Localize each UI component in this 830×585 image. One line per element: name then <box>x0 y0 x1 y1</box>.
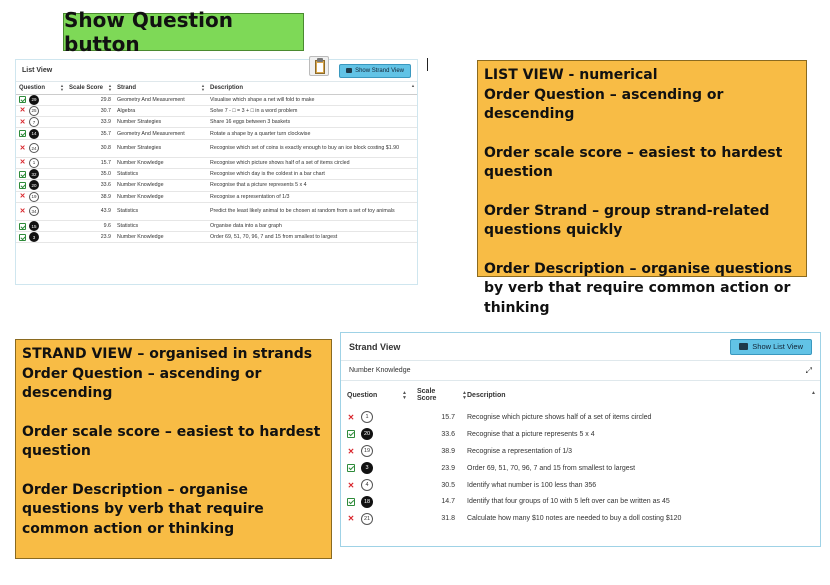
strand-cell: Number Knowledge <box>114 180 207 191</box>
scale-score-cell: 30.5 <box>441 481 455 489</box>
question-cell <box>16 94 66 105</box>
question-cell <box>16 220 66 231</box>
incorrect-cross-icon: ✕ <box>347 480 355 490</box>
table-row[interactable] <box>16 191 417 202</box>
question-cell <box>341 477 411 494</box>
scale-score-cell: 15.7 <box>66 157 114 168</box>
description-cell: Recognise that a picture represents 5 x 4 <box>207 180 417 191</box>
question-number-badge[interactable]: 24 <box>29 143 39 153</box>
scale-score-cell: 29.8 <box>66 94 114 105</box>
description-cell: Predict the least likely animal to be chosen at random from a set of toy animals <box>207 202 417 220</box>
list-note: Order Question – ascending or descending <box>484 86 724 122</box>
incorrect-cross-icon: ✕ <box>19 107 26 115</box>
show-strand-view-button[interactable] <box>339 64 411 78</box>
scale-score-cell: 30.7 <box>66 105 114 116</box>
strand-cell: Algebra <box>114 105 207 116</box>
table-row[interactable] <box>16 168 417 179</box>
incorrect-cross-icon: ✕ <box>347 446 355 456</box>
column-header-question[interactable]: Question ▲ ▼ <box>347 390 407 401</box>
column-header-description[interactable]: Description ▲ <box>467 390 816 399</box>
description-cell: Recognise a representation of 1/3 <box>207 191 417 202</box>
strand-view-panel <box>340 332 821 547</box>
question-number-badge[interactable]: 7 <box>29 117 39 127</box>
correct-check-icon <box>19 234 26 241</box>
column-header-description[interactable]: Description ▲ <box>207 82 417 94</box>
table-row[interactable] <box>16 117 417 128</box>
show-strand-view-label: Show Strand View <box>355 67 404 74</box>
description-cell: Visualise which shape a net will fold to make <box>207 94 417 105</box>
question-cell <box>16 168 66 179</box>
question-cell <box>16 157 66 168</box>
strand-view-notes <box>15 339 332 559</box>
column-header-strand[interactable]: Strand ▲ ▼ <box>114 82 207 94</box>
incorrect-cross-icon: ✕ <box>19 159 26 167</box>
table-row[interactable] <box>341 443 820 460</box>
strand-cell: Statistics <box>114 168 207 179</box>
strand-cell: Number Strategies <box>114 139 207 157</box>
description-cell: Order 69, 51, 70, 96, 7 and 15 from smallest to largest <box>467 464 636 472</box>
question-cell <box>341 426 411 443</box>
strand-cell: Statistics <box>114 202 207 220</box>
question-number-badge[interactable]: 19 <box>361 445 373 457</box>
column-header-scale-score[interactable]: Scale Score ▲ ▼ <box>417 388 467 402</box>
question-cell <box>341 493 411 510</box>
table-row[interactable] <box>341 477 820 494</box>
scale-score-cell: 15.7 <box>441 413 455 421</box>
description-cell: Recognise which day is the coldest in a bar chart <box>207 168 417 179</box>
strand-cell: Geometry And Measurement <box>114 128 207 139</box>
list-note: Order Strand – group strand-related questions quickly <box>484 202 770 238</box>
description-cell: Solve 7 - □ = 3 + □ in a word problem <box>207 105 417 116</box>
correct-check-icon <box>347 430 355 438</box>
scale-score-cell: 9.6 <box>66 220 114 231</box>
clipboard-icon <box>309 56 329 76</box>
show-question-label: Show Question button <box>63 13 304 51</box>
sort-icon[interactable]: ▲ <box>811 390 816 396</box>
list-note: Order scale score – easiest to hardest question <box>484 144 783 180</box>
description-cell: Rotate a shape by a quarter turn clockwise <box>207 128 417 139</box>
table-row[interactable] <box>16 105 417 116</box>
column-header-scale-score[interactable]: Scale Score ▲ ▼ <box>66 82 114 94</box>
question-number-badge[interactable]: 3 <box>361 462 373 474</box>
question-number-badge[interactable]: 3 <box>29 232 39 242</box>
question-number-badge[interactable]: 20 <box>361 428 373 440</box>
strand-cell: Geometry And Measurement <box>114 94 207 105</box>
description-cell: Identify that four groups of 10 with 5 left over can be written as 45 <box>467 498 670 506</box>
correct-check-icon <box>19 130 26 137</box>
list-view-panel <box>15 59 418 285</box>
question-number-badge[interactable]: 4 <box>361 479 373 491</box>
scale-score-cell: 31.8 <box>441 515 455 523</box>
table-row[interactable] <box>341 510 820 527</box>
sort-icon[interactable]: ▲ ▼ <box>108 83 112 92</box>
table-row[interactable] <box>341 426 820 443</box>
incorrect-cross-icon: ✕ <box>19 118 26 126</box>
strand-view-header <box>341 333 820 361</box>
scale-score-cell: 38.9 <box>66 191 114 202</box>
sort-icon[interactable]: ▲ ▼ <box>402 390 407 401</box>
strand-note: Order Question – ascending or descending <box>22 365 262 401</box>
question-number-badge[interactable]: 32 <box>29 169 39 179</box>
question-number-badge[interactable]: 19 <box>29 192 39 202</box>
correct-check-icon <box>347 498 355 506</box>
list-icon <box>739 343 748 350</box>
strand-cell: Number Knowledge <box>114 157 207 168</box>
expand-icon[interactable]: ⤢ <box>805 365 812 375</box>
strand-view-title: Strand View <box>349 341 401 352</box>
list-view-table <box>16 82 417 243</box>
question-cell <box>16 180 66 191</box>
incorrect-cross-icon: ✕ <box>19 207 26 215</box>
question-cell <box>16 232 66 243</box>
scale-score-cell: 23.9 <box>441 464 455 472</box>
question-cell <box>341 443 411 460</box>
list-note-heading: LIST VIEW - numerical <box>484 67 658 83</box>
question-cell <box>16 202 66 220</box>
description-cell: Recognise that a picture represents 5 x 4 <box>467 430 595 438</box>
incorrect-cross-icon: ✕ <box>19 144 26 152</box>
question-number-badge[interactable]: 21 <box>361 513 373 525</box>
description-cell: Organise data into a bar graph <box>207 220 417 231</box>
sort-icon[interactable]: ▲ ▼ <box>60 83 64 92</box>
question-cell <box>341 460 411 477</box>
description-cell: Share 16 eggs between 3 baskets <box>207 117 417 128</box>
scale-score-cell: 14.7 <box>441 498 455 506</box>
strand-note: Order Description – organise questions by verb that require common action or thinking <box>22 481 264 537</box>
strand-cell: Number Strategies <box>114 117 207 128</box>
description-cell: Calculate how many $10 notes are needed to buy a doll costing $120 <box>467 515 682 523</box>
list-view-title: List View <box>22 67 53 74</box>
question-number-badge[interactable]: 14 <box>29 129 39 139</box>
description-cell: Recognise which set of coins is exactly enough to buy an ice block costing $1.90 <box>207 139 417 157</box>
table-row[interactable] <box>341 409 820 426</box>
question-cell <box>16 139 66 157</box>
correct-check-icon <box>19 223 26 230</box>
table-row[interactable] <box>16 128 417 139</box>
scale-score-cell: 35.7 <box>66 128 114 139</box>
table-row[interactable] <box>16 139 417 157</box>
description-cell: Identify what number is 100 less than 356 <box>467 481 597 489</box>
strand-cell: Number Knowledge <box>114 191 207 202</box>
question-number-badge[interactable]: 29 <box>29 95 39 105</box>
table-row[interactable] <box>16 157 417 168</box>
scale-score-cell: 35.0 <box>66 168 114 179</box>
question-cell <box>16 105 66 116</box>
question-number-badge[interactable]: 34 <box>29 206 39 216</box>
table-row[interactable] <box>341 460 820 477</box>
scale-score-cell: 33.9 <box>66 117 114 128</box>
question-cell <box>341 510 411 527</box>
description-cell: Recognise which picture shows half of a set of items circled <box>207 157 417 168</box>
strand-note-heading: STRAND VIEW – organised in strands <box>22 346 313 362</box>
strand-group-header[interactable] <box>341 361 820 381</box>
sort-icon[interactable]: ▲ <box>411 83 415 88</box>
text-cursor-icon <box>427 58 428 71</box>
list-note: Order Description – organise questions by verb that require common action or thinking <box>484 260 793 316</box>
question-number-badge[interactable]: 15 <box>29 221 39 231</box>
description-cell: Order 69, 51, 70, 96, 7 and 15 from smallest to largest <box>207 232 417 243</box>
question-number-badge[interactable]: 1 <box>361 411 373 423</box>
list-view-header <box>16 60 417 82</box>
incorrect-cross-icon: ✕ <box>347 514 355 524</box>
question-number-badge[interactable]: 18 <box>361 496 373 508</box>
table-row[interactable] <box>16 202 417 220</box>
incorrect-cross-icon: ✕ <box>19 193 26 201</box>
table-row[interactable] <box>16 232 417 243</box>
view-icon <box>346 68 352 73</box>
sort-icon[interactable]: ▲ ▼ <box>462 390 467 401</box>
table-row[interactable] <box>16 220 417 231</box>
scale-score-cell: 38.9 <box>441 447 455 455</box>
table-row[interactable] <box>341 493 820 510</box>
table-row[interactable] <box>16 94 417 105</box>
scale-score-cell: 33.6 <box>66 180 114 191</box>
strand-view-table <box>341 381 820 527</box>
sort-icon[interactable]: ▲ ▼ <box>201 83 205 92</box>
strand-cell: Statistics <box>114 220 207 231</box>
column-header-question[interactable]: Question ▲ ▼ <box>16 82 66 94</box>
correct-check-icon <box>19 171 26 178</box>
scale-score-cell: 33.6 <box>441 430 455 438</box>
scale-score-cell: 30.8 <box>66 139 114 157</box>
list-view-notes <box>477 60 807 316</box>
table-row[interactable] <box>16 180 417 191</box>
question-cell <box>16 191 66 202</box>
question-number-badge[interactable]: 1 <box>29 158 39 168</box>
incorrect-cross-icon: ✕ <box>347 412 355 422</box>
strand-group-name: Number Knowledge <box>349 367 411 374</box>
correct-check-icon <box>19 182 26 189</box>
question-cell <box>341 409 411 426</box>
strand-note: Order scale score – easiest to hardest question <box>22 423 321 459</box>
correct-check-icon <box>19 96 26 103</box>
description-cell: Recognise which picture shows half of a set of items circled <box>467 413 652 421</box>
scale-score-cell: 23.9 <box>66 232 114 243</box>
show-list-view-button[interactable] <box>730 339 812 355</box>
question-cell <box>16 128 66 139</box>
question-cell <box>16 117 66 128</box>
correct-check-icon <box>347 464 355 472</box>
question-number-badge[interactable]: 25 <box>29 106 39 116</box>
question-number-badge[interactable]: 20 <box>29 180 39 190</box>
show-list-view-label: Show List View <box>752 342 803 351</box>
strand-cell: Number Knowledge <box>114 232 207 243</box>
scale-score-cell: 43.9 <box>66 202 114 220</box>
description-cell: Recognise a representation of 1/3 <box>467 447 573 455</box>
